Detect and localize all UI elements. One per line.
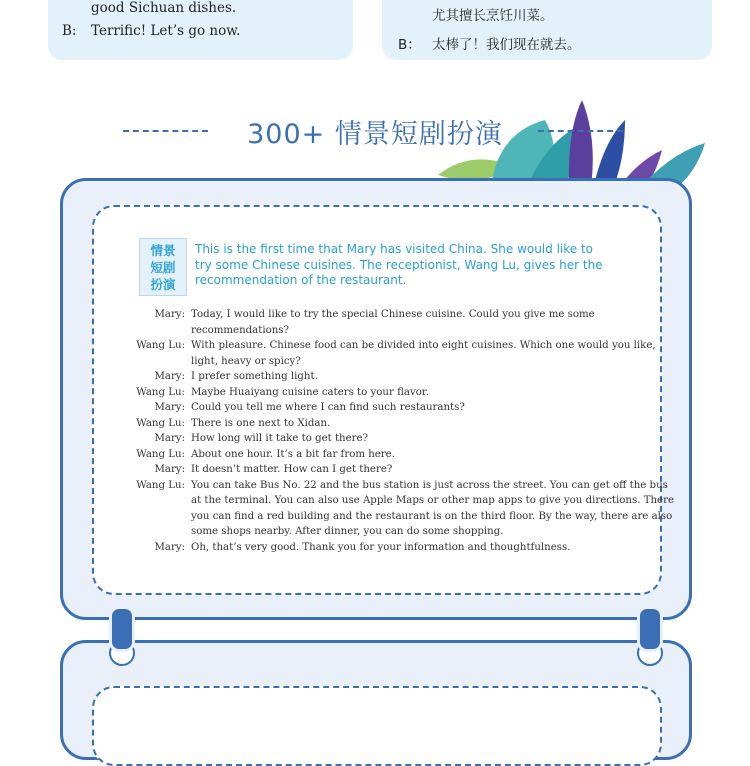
binder-ring-left (109, 606, 135, 652)
dialogue-text: some shops nearby. After dinner, you can do some shopping. (191, 526, 504, 537)
dialogue-text: With pleasure. Chinese food can be divided into eight cuisines. Which one would you like, (191, 340, 656, 351)
speaker-label: Mary: (154, 464, 185, 475)
speaker-label: Wang Lu: (136, 340, 185, 351)
top-left-speaker: B: (62, 23, 77, 39)
speaker-label: Mary: (154, 402, 185, 413)
dialogue-text: It doesn’t matter. How can I get there? (191, 464, 393, 475)
dialogue-text: at the terminal. You can also use Apple Maps or other map apps to give you directions. There (191, 495, 674, 506)
speaker-label: Mary: (154, 371, 185, 382)
dialogue-text: Could you tell me where I can find such restaurants? (191, 402, 465, 413)
dialogue-text: There is one next to Xidan. (191, 418, 331, 429)
dialogue-text: About one hour. It’s a bit far from here. (191, 449, 395, 460)
speaker-label: Mary: (154, 542, 185, 553)
dialogue-text: recommendations? (191, 325, 289, 336)
badge-line2: 短剧 (150, 259, 176, 275)
dialogue-text: Today, I would like to try the special Chinese cuisine. Could you give me some (191, 309, 595, 320)
speaker-label: Wang Lu: (136, 480, 185, 491)
dialogue-text: I prefer something light. (191, 371, 318, 382)
speaker-label: Wang Lu: (136, 418, 185, 429)
intro-line: This is the first time that Mary has visited China. She would like to (195, 242, 594, 256)
binder-ring-right (637, 606, 663, 652)
dialogue-text: You can take Bus No. 22 and the bus station is just across the street. You can get off the bus (191, 480, 668, 491)
dialogue-text: light, heavy or spicy? (191, 356, 301, 367)
top-right-speaker: B： (398, 37, 421, 53)
top-right-line1: 尤其擅长烹饪川菜。 (432, 8, 554, 24)
top-left-line2: Terrific! Let’s go now. (91, 23, 241, 39)
speaker-label: Mary: (154, 433, 185, 444)
badge-line1: 情景 (150, 242, 176, 258)
dialogue-text: Oh, that’s very good. Thank you for your information and thoughtfulness. (191, 542, 571, 553)
next-dialogue-inner-card (92, 686, 662, 766)
top-left-line1: good Sichuan dishes. (91, 0, 237, 16)
speaker-label: Mary: (154, 309, 185, 320)
dialogue-text: How long will it take to get there? (191, 433, 369, 444)
badge-line3: 扮演 (150, 276, 176, 292)
intro-line: recommendation of the restaurant. (195, 273, 407, 287)
intro-line: try some Chinese cuisines. The receptionist, Wang Lu, gives her the (195, 258, 603, 272)
dialogue-text: you can find a red building and the restaurant is on the third floor. By the way, there are also (191, 511, 673, 522)
role-play-badge (139, 238, 187, 296)
speaker-label: Wang Lu: (136, 387, 185, 398)
top-right-line2: 太棒了！我们现在就去。 (432, 37, 581, 53)
section-title: 300+ 情景短剧扮演 (247, 119, 503, 150)
speaker-label: Wang Lu: (136, 449, 185, 460)
dialogue-text: Maybe Huaiyang cuisine caters to your flavor. (191, 387, 429, 398)
